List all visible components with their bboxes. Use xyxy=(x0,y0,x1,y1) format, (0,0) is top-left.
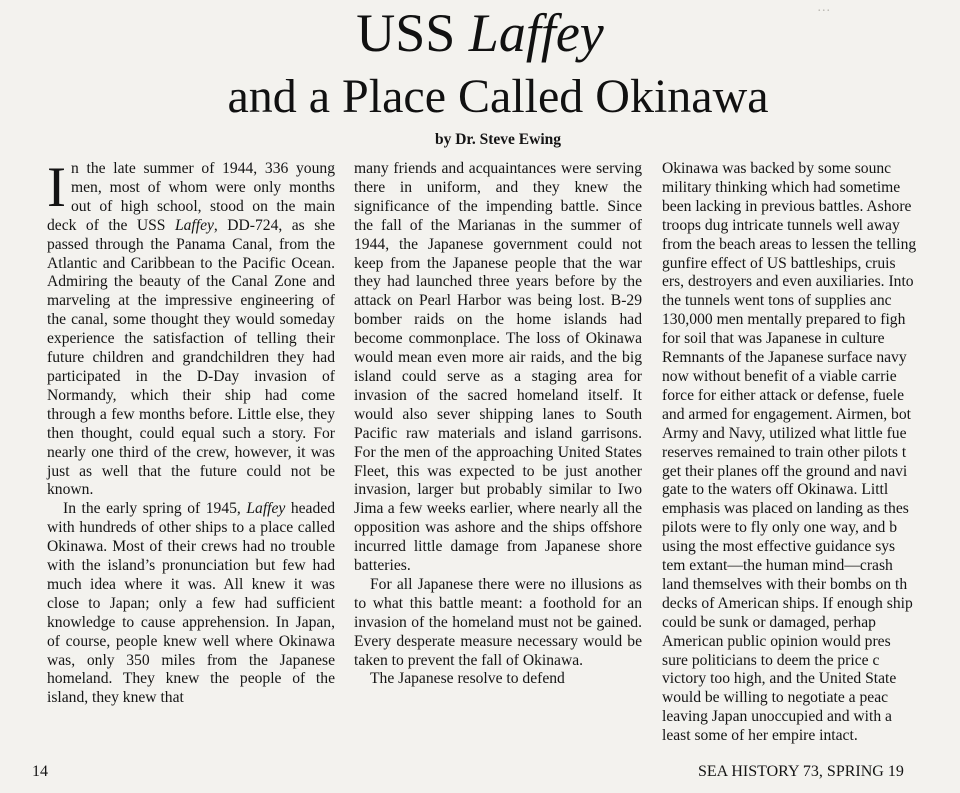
text-line: from the beach areas to lessen the telling xyxy=(662,235,917,253)
title-prefix: USS xyxy=(356,3,456,63)
text-line: Okinawa was backed by some sounc xyxy=(662,160,892,177)
text-line: decks of American ships. If enough ship xyxy=(662,594,913,612)
text-run: In the early spring of 1945, xyxy=(63,500,247,518)
paragraph: many friends and acquaintances were serving there in uniform, and they knew the significance of the impending battle. Since the fall of the Marianas in the summer of 1944, the Japanese government could not keep from the Japanese people that the war they had launched three years before by the attack on Pearl Harbor was being lost. B-29 bomber raids on the home islands had become commonplace. The loss of Okinawa would mean even more air raids, and the big island could serve as a staging area for invasion of the sacred homeland itself. It would also sever shipping lanes to South Pacific raw materials and island garrisons. For the men of the approaching United States Fleet, this was expected to be just another invasion, larger but probably similar to Iwo Jima a few weeks earlier, where nearly all the opposition was ashore and the ships offshore incurred little damage from Japanese shore batteries. xyxy=(354,160,642,575)
text-line: ers, destroyers and even auxiliaries. Into xyxy=(662,273,914,291)
article-title-line2: and a Place Called Okinawa xyxy=(227,70,769,123)
text-line: for soil that was Japanese in culture xyxy=(662,330,885,348)
text-line: land themselves with their bombs on th xyxy=(662,575,908,593)
text-line: 130,000 men mentally prepared to figh xyxy=(662,311,906,329)
column-3 xyxy=(662,160,960,746)
article-title xyxy=(0,2,960,64)
text-line: tem extant—the human mind—crash xyxy=(662,557,893,575)
text-line: force for either attack or defense, fuele xyxy=(662,386,904,404)
text-line: could be sunk or damaged, perhap xyxy=(662,613,876,631)
publication-footer: SEA HISTORY 73, SPRING 19 xyxy=(698,763,904,780)
text-line: leaving Japan unoccupied and with a xyxy=(662,708,892,726)
text-line: been lacking in previous battles. Ashore xyxy=(662,197,912,215)
text-line: gate to the waters off Okinawa. Littl xyxy=(662,481,889,499)
text-run: headed with hundreds of other ships to a place called Okinawa. Most of their crews had no trouble with the island’s pronunciation but few had much idea where it was. All knew it was close to Japan; only a few had sufficient knowledge to cause apprehension. In Japan, of course, people knew well where Okinawa was, only 350 miles from the Japanese homeland. They knew the people of the island, they knew that xyxy=(47,500,335,707)
ship-name: Laffey xyxy=(174,216,214,234)
paragraph: For all Japanese there were no illusions as to what this battle meant: a foothold for an invasion of the homeland must not be gained. Every desperate measure necessary would be taken to prevent the fall of Okinawa. xyxy=(354,575,642,669)
text-line: get their planes off the ground and navi xyxy=(662,462,908,480)
title-ship-name: Laffey xyxy=(468,3,604,63)
text-line: sure politicians to deem the price c xyxy=(662,651,880,669)
ship-name: Laffey xyxy=(246,500,286,518)
text-run: , DD-724, as she passed through the Panama Canal, from the Atlantic and Caribbean to the Pacific Ocean. Admiring the beauty of the Canal Zone and marveling at the impressive engineering of the canal, some thought they would someday experience the satisfaction of telling their future children and grandchildren they had participated in the D-Day invasion of Normandy, which their ship had come through a few months before. Little else, they then thought, could equal such a story. For nearly one third of the crew, however, it was just as well that the future could not be known. xyxy=(47,216,335,499)
text-line: American public opinion would pres xyxy=(662,632,891,650)
byline: by Dr. Steve Ewing xyxy=(434,131,562,148)
page-number: 14 xyxy=(32,763,48,780)
paragraph: The Japanese resolve to defend xyxy=(370,670,565,688)
text-line: least some of her empire intact. xyxy=(662,727,858,745)
text-line: Army and Navy, utilized what little fue xyxy=(662,424,907,442)
paragraph xyxy=(47,500,335,708)
text-line: gunfire effect of US battleships, cruis xyxy=(662,254,896,272)
text-line: reserves remained to train other pilots t xyxy=(662,443,907,461)
text-line: victory too high, and the United State xyxy=(662,670,897,688)
text-line: and armed for engagement. Airmen, bot xyxy=(662,405,911,423)
text-line: pilots were to fly only one way, and b xyxy=(662,519,898,537)
text-line: using the most effective guidance sys xyxy=(662,538,896,556)
text-line: now without benefit of a viable carrie xyxy=(662,367,897,385)
paragraph xyxy=(47,156,335,500)
column-1 xyxy=(47,156,335,708)
text-line: troops dug intricate tunnels well away xyxy=(662,216,900,234)
text-line: emphasis was placed on landing as thes xyxy=(662,500,909,518)
text-line: would be willing to negotiate a peac xyxy=(662,689,889,707)
text-line: military thinking which had sometime xyxy=(662,178,901,196)
text-run: n the late summer of 1944, 336 young men, most of whom were only months out of high school, stood on the main deck of the USS xyxy=(47,160,335,234)
drop-cap: I xyxy=(47,156,66,219)
text-line: the tunnels went tons of supplies anc xyxy=(662,292,892,310)
column-2 xyxy=(354,160,642,689)
bleed-through-text: ... xyxy=(816,0,830,15)
text-line: Remnants of the Japanese surface navy xyxy=(662,349,907,367)
